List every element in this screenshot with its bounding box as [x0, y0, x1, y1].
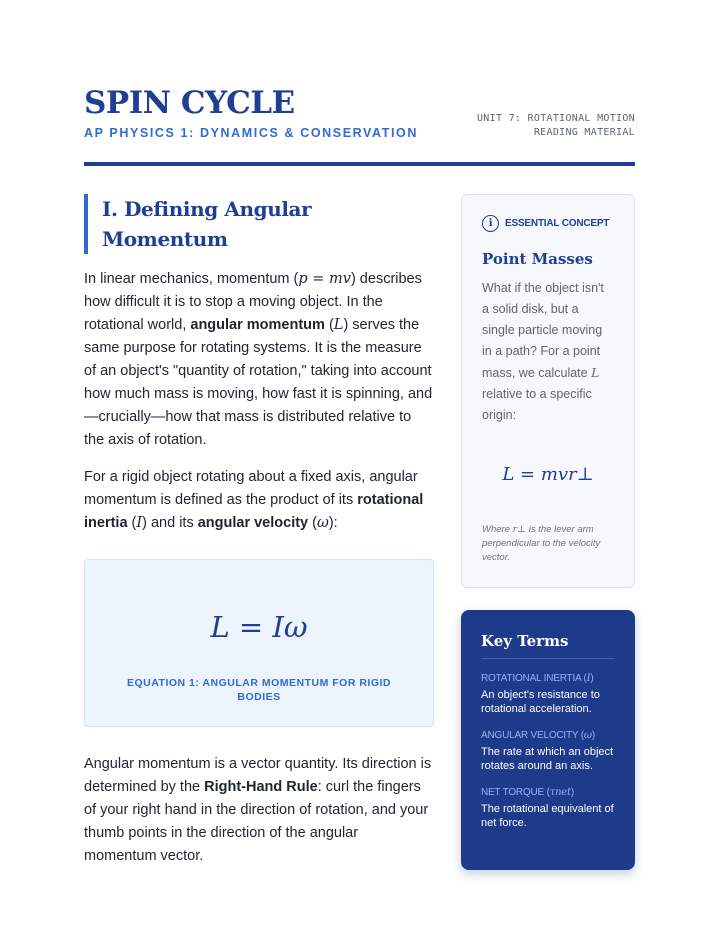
term-item — [481, 730, 615, 773]
term-definition: The rotational equivalent of net force. — [481, 803, 614, 829]
header-divider — [84, 162, 635, 166]
equation-formula: L = Iω — [210, 610, 308, 644]
math-inline: ω — [316, 515, 329, 531]
text: ) describes how difficult it is to stop a moving object. In the rotational world, — [84, 271, 422, 333]
info-icon: i — [482, 215, 499, 232]
concept-note — [482, 523, 614, 565]
text: For a rigid object rotating about a fixed axis, angular momentum is defined as the product of its — [84, 469, 418, 508]
text: ) — [590, 673, 594, 684]
text: ) — [570, 787, 574, 798]
equation-caption: EQUATION 1: ANGULAR MOMENTUM FOR RIGID BODIES — [127, 677, 391, 703]
term-definition: The rate at which an object rotates around an axis. — [481, 746, 614, 772]
concept-text — [482, 278, 614, 426]
term-name — [481, 787, 615, 798]
term-name — [481, 730, 615, 741]
math-inline: I — [586, 673, 591, 684]
key-terms-card — [461, 610, 635, 870]
math-inline: r⊥ — [512, 524, 527, 535]
text: ROTATIONAL INERTIA ( — [481, 673, 587, 684]
term-definition: An object's resistance to rotational acceleration. — [481, 689, 600, 715]
unit-meta — [477, 112, 635, 140]
main-column — [84, 194, 434, 868]
text: Angular momentum is a vector quantity. Its direction is determined by the — [84, 756, 432, 795]
text: ( — [308, 515, 317, 531]
concept-title: Point Masses — [482, 250, 593, 268]
math-inline: p = mv — [298, 271, 351, 287]
text: ) — [591, 730, 596, 741]
text: NET TORQUE ( — [481, 787, 550, 798]
text: What if the object isn't a solid disk, but a single particle moving in a path? For a point mass, we calculate — [482, 281, 604, 380]
concept-label — [482, 215, 614, 232]
term-name — [481, 673, 615, 684]
essential-concept-card — [461, 194, 635, 588]
math-inline: L — [591, 365, 600, 380]
text: is the lever arm perpendicular to the velocity vector. — [482, 524, 601, 563]
term-item — [481, 673, 615, 716]
text: ( — [127, 515, 137, 531]
text: ) serves the same purpose for rotating systems. It is the measure of an object's "quantity of rotation," taking into account how much mass is moving, how fast it is spinning, and—crucially—how that mass is distributed relative to the axis of rotation. — [84, 317, 433, 448]
document-title: SPIN CYCLE — [84, 85, 295, 121]
text: ) and its — [142, 515, 198, 531]
text: : curl the fingers of your right hand in the direction of rotation, and your thumb points in the direction of the angular momentum vector. — [84, 779, 429, 864]
section-heading: I. Defining Angular Momentum — [84, 194, 434, 254]
math-inline: I — [136, 515, 143, 531]
math-inline: L — [333, 317, 344, 333]
text: relative to a specific origin: — [482, 387, 592, 422]
material-type: READING MATERIAL — [533, 127, 635, 138]
concept-label-text: ESSENTIAL CONCEPT — [505, 218, 610, 229]
text: In linear mechanics, momentum ( — [84, 271, 299, 287]
text: ): — [328, 515, 338, 531]
intro-paragraph — [84, 268, 434, 452]
term-highlight: rotational inertia — [84, 492, 424, 531]
unit-label: UNIT 7: ROTATIONAL MOTION — [476, 113, 635, 124]
equation-box — [84, 559, 434, 727]
direction-paragraph — [84, 753, 434, 868]
document-subtitle: AP PHYSICS 1: DYNAMICS & CONSERVATION — [84, 126, 419, 140]
term-item — [481, 787, 615, 830]
math-inline: τnet — [549, 787, 571, 798]
text: ( — [324, 317, 334, 333]
text: Where — [482, 524, 513, 535]
term-highlight: angular momentum — [190, 317, 325, 333]
document-header — [84, 84, 635, 140]
concept-formula: L = mvr⊥ — [502, 464, 594, 485]
text: ANGULAR VELOCITY ( — [481, 730, 584, 741]
key-terms-title: Key Terms — [481, 632, 615, 659]
definition-paragraph — [84, 466, 434, 535]
term-highlight: Right-Hand Rule — [204, 779, 318, 795]
term-highlight: angular velocity — [197, 515, 309, 531]
math-inline: ω — [583, 730, 592, 741]
